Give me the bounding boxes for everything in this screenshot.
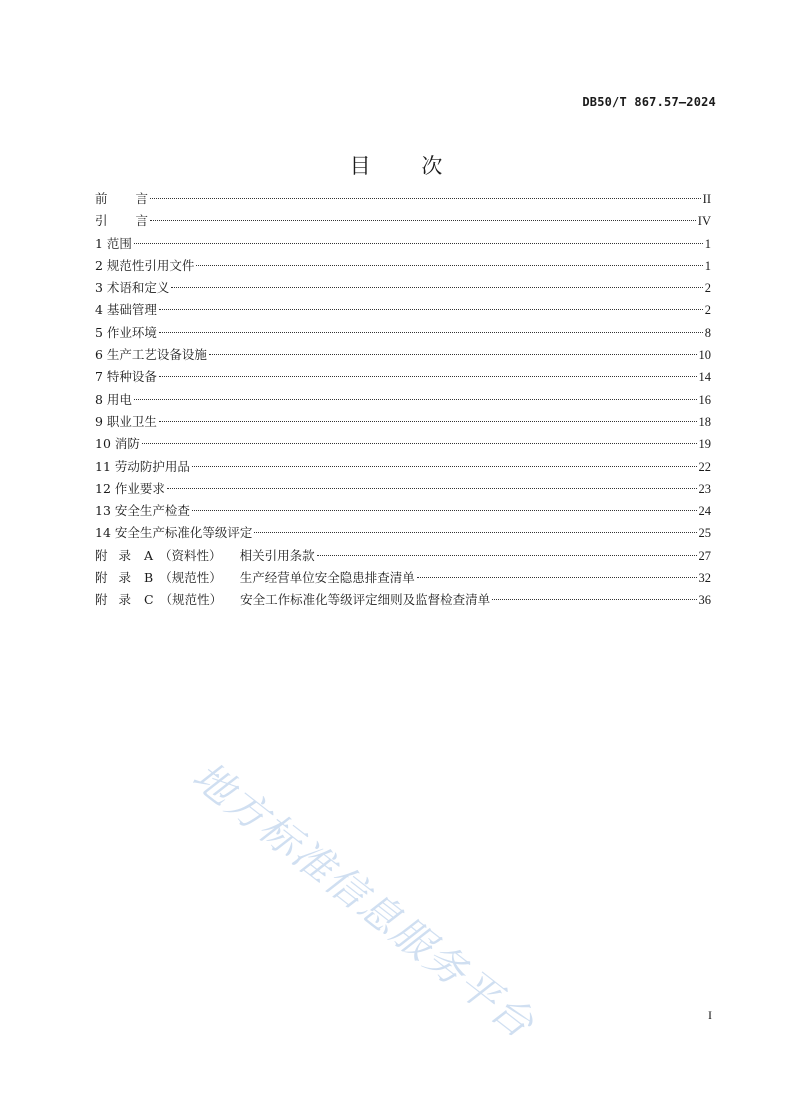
- toc-entry[interactable]: [95, 456, 711, 478]
- document-code: DB50/T 867.57—2024: [582, 95, 716, 109]
- leader-dots: [167, 488, 697, 489]
- toc-entry-page: 8: [704, 325, 711, 340]
- leader-dots: [150, 198, 701, 199]
- toc-entry-page: 22: [698, 459, 711, 474]
- leader-dots: [192, 510, 697, 511]
- toc-entry[interactable]: [95, 500, 711, 522]
- toc-entry[interactable]: [95, 389, 711, 411]
- toc-entry[interactable]: [95, 322, 711, 344]
- leader-dots: [150, 220, 696, 221]
- toc-annex-entry[interactable]: [95, 567, 711, 589]
- toc-entry-page: 16: [698, 392, 711, 407]
- toc-entry-label: 13 安全生产检查: [95, 503, 190, 519]
- annex-type: （规范性）: [159, 570, 222, 586]
- annex-type: （规范性）: [159, 592, 223, 608]
- toc-entry[interactable]: [95, 277, 711, 299]
- toc-entry[interactable]: [95, 344, 711, 366]
- toc-entry-foreword[interactable]: [95, 188, 711, 210]
- toc-entry-label: 12 作业要求: [95, 480, 165, 496]
- annex-letter: C: [144, 592, 154, 608]
- leader-dots: [159, 421, 697, 422]
- leader-dots: [192, 466, 697, 467]
- annex-title: 生产经营单位安全隐患排查清单: [239, 570, 415, 586]
- leader-dots: [492, 599, 696, 600]
- leader-dots: [209, 354, 697, 355]
- toc-entry-page: II: [702, 192, 711, 206]
- toc-entry-introduction[interactable]: [95, 210, 711, 232]
- toc-entry-label: 10 消防: [95, 436, 140, 452]
- toc-entry-label: 5 作业环境: [95, 324, 157, 340]
- annex-title: 安全工作标准化等级评定细则及监督检查清单: [240, 592, 491, 608]
- toc-entry-label: 11 劳动防护用品: [95, 458, 190, 474]
- toc-entry-page: 24: [698, 504, 711, 519]
- toc-entry-label: 3 术语和定义: [95, 280, 170, 296]
- toc-entry-label: 前 言: [95, 191, 149, 206]
- toc-entry[interactable]: [95, 233, 711, 255]
- toc-entry-page: 23: [698, 481, 711, 496]
- toc-entry-page: 1: [704, 236, 711, 251]
- toc-entry-page: 19: [698, 437, 711, 452]
- toc-annex-label: [95, 589, 490, 611]
- toc-entry-label: 7 特种设备: [95, 369, 157, 385]
- toc-entry-page: 1: [704, 258, 711, 273]
- leader-dots: [159, 332, 703, 333]
- annex-word: 附录: [95, 570, 143, 586]
- toc-entry-label: 8 用电: [95, 391, 132, 407]
- toc-entry-label: 1 范围: [95, 235, 132, 251]
- toc-entry-label: 4 基础管理: [95, 302, 157, 318]
- annex-word: 附录: [95, 592, 143, 608]
- leader-dots: [159, 376, 697, 377]
- page-title: 目 次: [349, 154, 465, 178]
- toc-entry-page: 2: [704, 281, 711, 296]
- toc-entry-page: 2: [704, 303, 711, 318]
- toc-entry-page: 18: [698, 414, 711, 429]
- annex-letter: B: [144, 570, 154, 586]
- leader-dots: [196, 265, 702, 266]
- watermark-text: 地方标准信息服务平台: [183, 753, 543, 1048]
- annex-title: 相关引用条款: [239, 547, 315, 563]
- toc-entry[interactable]: [95, 299, 711, 321]
- toc-annex-label: [95, 545, 315, 567]
- toc-entry[interactable]: [95, 366, 711, 388]
- toc-annex-entry[interactable]: [95, 545, 711, 567]
- toc-entry-label: 引 言: [95, 213, 149, 229]
- toc-entry-page: IV: [697, 214, 711, 229]
- toc-annex-label: [95, 567, 415, 589]
- toc-entry[interactable]: [95, 433, 711, 455]
- toc-entry-page: 10: [698, 348, 711, 363]
- toc-entry-page: 27: [698, 548, 711, 563]
- toc-entry-label: 6 生产工艺设备设施: [95, 347, 207, 363]
- toc-entry-label: 9 职业卫生: [95, 413, 157, 429]
- toc-entry[interactable]: [95, 478, 711, 500]
- leader-dots: [134, 243, 703, 244]
- leader-dots: [417, 577, 697, 578]
- toc-annex-entry[interactable]: [95, 589, 711, 611]
- leader-dots: [159, 309, 703, 310]
- toc-entry-page: 14: [698, 370, 711, 385]
- annex-letter: A: [144, 547, 154, 563]
- leader-dots: [134, 399, 697, 400]
- leader-dots: [142, 443, 697, 444]
- leader-dots: [171, 287, 702, 288]
- page-number: I: [708, 1008, 712, 1022]
- toc-entry-page: 36: [698, 593, 711, 608]
- annex-word: 附录: [95, 547, 143, 563]
- toc-entry-label: 2 规范性引用文件: [95, 257, 195, 273]
- toc-entry-page: 25: [698, 526, 711, 541]
- toc-entry-label: 14 安全生产标准化等级评定: [95, 525, 253, 541]
- toc-entry[interactable]: [95, 522, 711, 544]
- leader-dots: [254, 532, 696, 533]
- annex-type: （资料性）: [159, 547, 222, 563]
- table-of-contents: [95, 188, 711, 612]
- toc-entry[interactable]: [95, 411, 711, 433]
- toc-entry-page: 32: [698, 571, 711, 586]
- toc-entry[interactable]: [95, 255, 711, 277]
- leader-dots: [317, 555, 697, 556]
